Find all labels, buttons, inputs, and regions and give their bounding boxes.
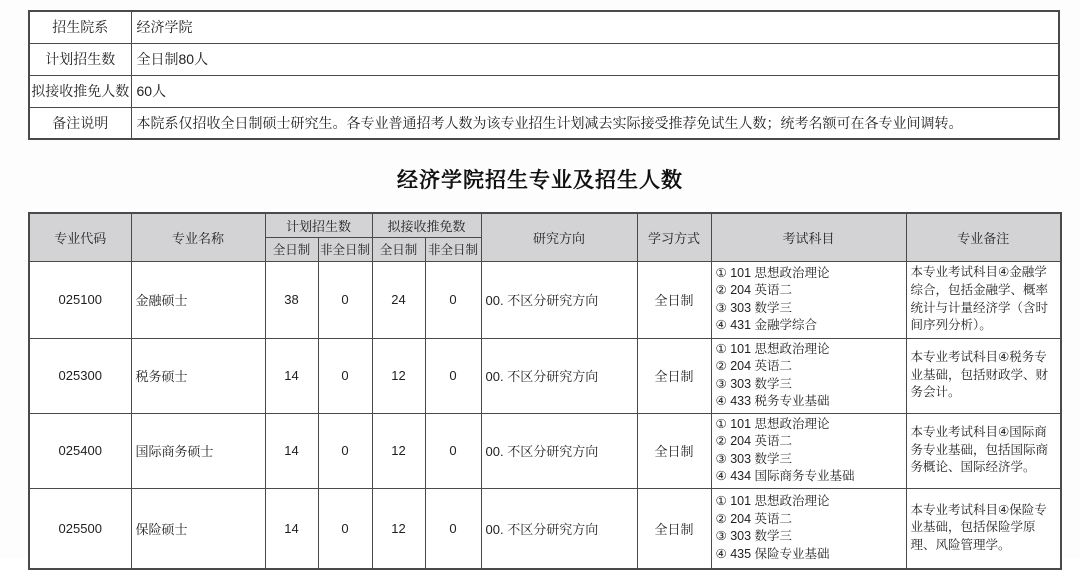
cell-recommended-full: 12: [372, 413, 425, 488]
exam-subject: ③ 303 数学三: [715, 376, 793, 391]
exam-subject: ④ 434 国际商务专业基础: [715, 469, 855, 483]
exam-subject: ② 204 英语二: [715, 283, 793, 297]
cell-direction: 00. 不区分研究方向: [481, 488, 637, 569]
cell-direction: 00. 不区分研究方向: [481, 413, 637, 488]
cell-notes: 本专业考试科目④国际商务专业基础，包括国际商务概论、国际经济学。: [906, 413, 1061, 488]
cell-planned-part: 0: [318, 261, 372, 338]
info-table: [28, 10, 1060, 140]
cell-exam-subjects: [711, 338, 906, 413]
exam-subject: ② 204 英语二: [715, 511, 793, 526]
info-value-department: 经济学院: [131, 11, 1059, 43]
cell-planned-full: 38: [265, 261, 318, 338]
cell-recommended-part: 0: [425, 488, 481, 569]
cell-planned-full: 14: [265, 413, 318, 488]
cell-notes: 本专业考试科目④保险专业基础，包括保险学原理、风险管理学。: [906, 488, 1061, 569]
cell-exam-subjects: [711, 413, 906, 488]
info-value-remarks: 本院系仅招收全日制硕士研究生。各专业普通招考人数为该专业招生计划减去实际接受推荐免试生人数；统考名额可在各专业间调转。: [131, 107, 1059, 139]
cell-study-mode: 全日制: [637, 261, 711, 338]
header-planned-part-time: 非全日制: [318, 237, 372, 261]
info-label-department: 招生院系: [29, 11, 131, 43]
cell-planned-part: 0: [318, 488, 372, 569]
info-value-recommended-count: 60人: [131, 75, 1059, 107]
header-study-mode: 学习方式: [637, 213, 711, 261]
table-row: [29, 107, 1059, 139]
cell-recommended-full: 12: [372, 338, 425, 413]
header-planned-full-time: 全日制: [265, 237, 318, 261]
exam-subject: ④ 433 税务专业基础: [715, 394, 830, 408]
header-code: 专业代码: [29, 213, 131, 261]
header-recommended-part-time: 非全日制: [425, 237, 481, 261]
cell-recommended-part: 0: [425, 338, 481, 413]
cell-name: 税务硕士: [131, 338, 265, 413]
cell-code: 025500: [29, 488, 131, 569]
header-planned: 计划招生数: [265, 213, 372, 237]
cell-exam-subjects: [711, 261, 906, 338]
cell-name: 金融硕士: [131, 261, 265, 338]
cell-notes: 本专业考试科目④金融学综合，包括金融学、概率统计与计量经济学（含时间序列分析）。: [906, 261, 1061, 338]
cell-exam-subjects: [711, 488, 906, 569]
cell-direction: 00. 不区分研究方向: [481, 261, 637, 338]
table-row: [29, 488, 1061, 569]
table-row: [29, 43, 1059, 75]
exam-subject: ④ 431 金融学综合: [715, 318, 818, 332]
exam-subject: ① 101 思想政治理论: [715, 265, 830, 280]
exam-subject: ④ 435 保险专业基础: [715, 546, 830, 561]
header-recommended: 拟接收推免数: [372, 213, 481, 237]
cell-notes: 本专业考试科目④税务专业基础，包括财政学、财务会计。: [906, 338, 1061, 413]
cell-planned-full: 14: [265, 338, 318, 413]
cell-code: 025100: [29, 261, 131, 338]
page-title: 经济学院招生专业及招生人数: [397, 169, 683, 192]
cell-recommended-full: 24: [372, 261, 425, 338]
cell-code: 025400: [29, 413, 131, 488]
cell-planned-part: 0: [318, 413, 372, 488]
cell-code: 025300: [29, 338, 131, 413]
cell-study-mode: 全日制: [637, 488, 711, 569]
exam-subject: ① 101 思想政治理论: [715, 341, 830, 356]
table-row: [29, 75, 1059, 107]
table-row: [29, 413, 1061, 488]
cell-recommended-part: 0: [425, 413, 481, 488]
cell-name: 国际商务硕士: [131, 413, 265, 488]
header-exam-subjects: 考试科目: [711, 213, 906, 261]
header-name: 专业名称: [131, 213, 265, 261]
cell-recommended-full: 12: [372, 488, 425, 569]
table-row: [29, 11, 1059, 43]
exam-subject: ① 101 思想政治理论: [715, 494, 830, 509]
info-label-recommended-count: 拟接收推免人数: [29, 75, 131, 107]
exam-subject: ① 101 思想政治理论: [715, 416, 830, 431]
header-notes: 专业备注: [906, 213, 1061, 261]
majors-table: [28, 212, 1062, 570]
cell-recommended-part: 0: [425, 261, 481, 338]
cell-study-mode: 全日制: [637, 413, 711, 488]
cell-planned-part: 0: [318, 338, 372, 413]
cell-study-mode: 全日制: [637, 338, 711, 413]
header-direction: 研究方向: [481, 213, 637, 261]
header-recommended-full-time: 全日制: [372, 237, 425, 261]
exam-subject: ② 204 英语二: [715, 359, 793, 373]
exam-subject: ② 204 英语二: [715, 434, 793, 448]
exam-subject: ③ 303 数学三: [715, 300, 793, 315]
info-label-planned-count: 计划招生数: [29, 43, 131, 75]
cell-planned-full: 14: [265, 488, 318, 569]
cell-direction: 00. 不区分研究方向: [481, 338, 637, 413]
table-row: [29, 261, 1061, 338]
table-row: [29, 338, 1061, 413]
info-value-planned-count: 全日制80人: [131, 43, 1059, 75]
exam-subject: ③ 303 数学三: [715, 529, 793, 544]
info-label-remarks: 备注说明: [29, 107, 131, 139]
table-header-row: [29, 213, 1061, 237]
cell-name: 保险硕士: [131, 488, 265, 569]
exam-subject: ③ 303 数学三: [715, 451, 793, 466]
